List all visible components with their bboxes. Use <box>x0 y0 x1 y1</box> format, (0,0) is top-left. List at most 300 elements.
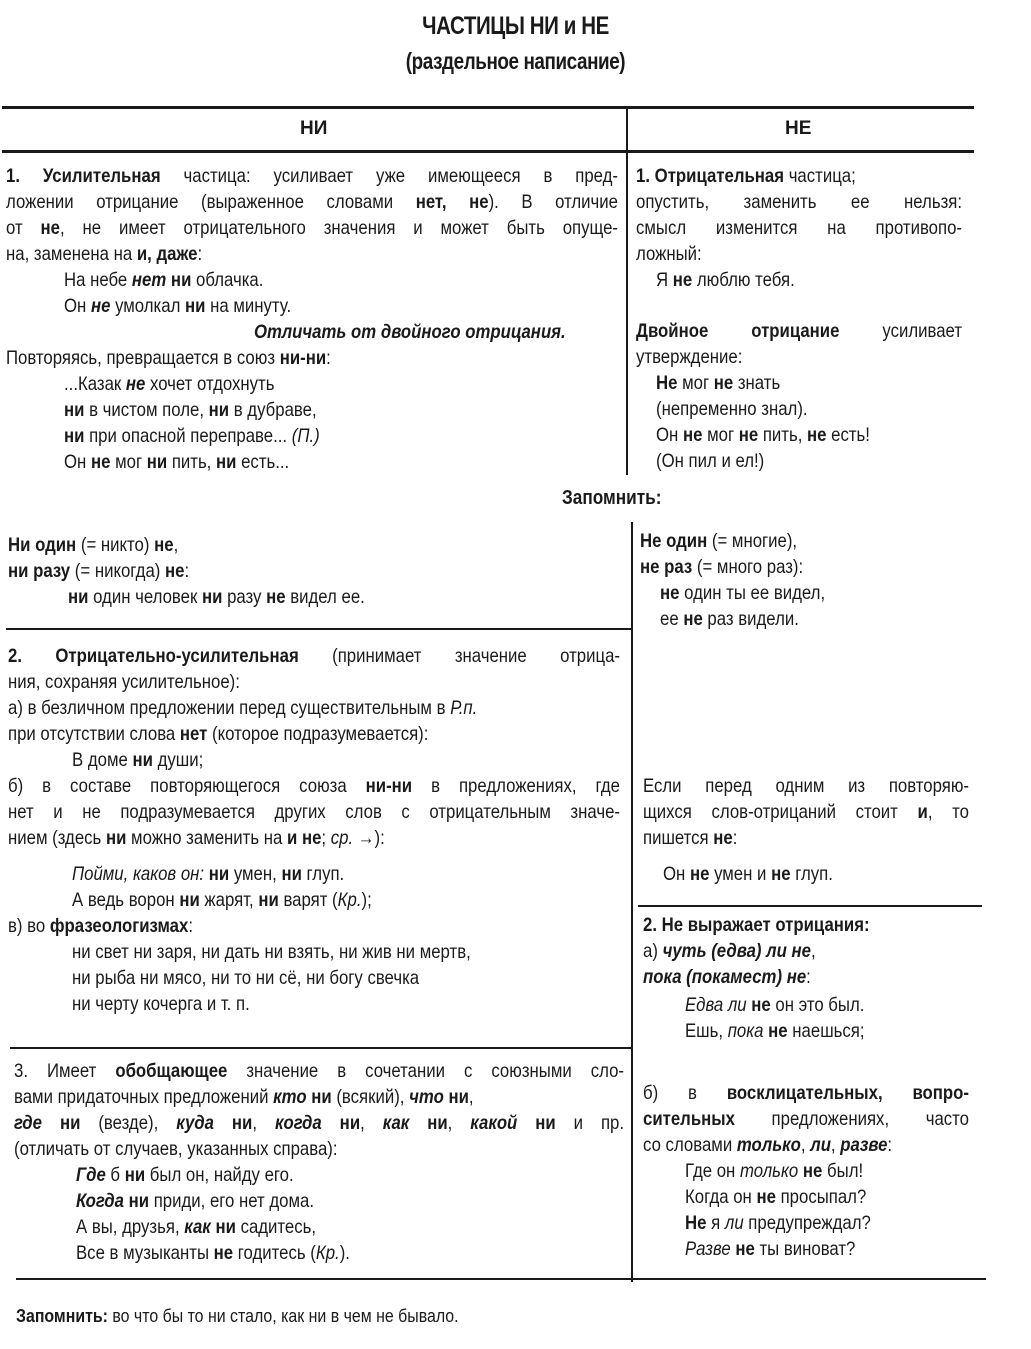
justified-text <box>6 189 618 215</box>
text <box>409 1112 427 1134</box>
text: видел ее. <box>285 586 365 608</box>
text-line <box>636 241 702 267</box>
text: души; <box>152 749 204 771</box>
bold-italic-text: пока (покамест) не <box>643 966 807 988</box>
bold-text: ни <box>128 1190 150 1212</box>
text-line <box>6 241 202 267</box>
text-line <box>685 1210 871 1236</box>
text: (которое подразумевается): <box>207 723 429 745</box>
bold-text: 1. Усилительная <box>6 165 161 187</box>
text-line <box>72 965 419 991</box>
bold-text: ни <box>215 1216 236 1238</box>
bold-italic-text: Отличать от двойного отрицания. <box>254 321 566 343</box>
text-line <box>72 939 471 965</box>
text: был! <box>822 1160 864 1182</box>
text: ложный: <box>636 243 702 265</box>
italic-text: Кр. <box>337 889 362 911</box>
text-line <box>14 1136 338 1162</box>
italic-text: только <box>739 1160 799 1182</box>
text: , <box>810 940 816 962</box>
text-line <box>8 669 240 695</box>
text-line <box>64 371 274 397</box>
text: ; <box>321 827 331 849</box>
text: разу <box>222 586 267 608</box>
bold-text: не <box>660 582 680 604</box>
text-line <box>643 773 969 799</box>
text-line <box>14 1084 474 1110</box>
text: можно заменить на <box>126 827 288 849</box>
bold-text: ни <box>185 295 206 317</box>
text: со словами <box>643 1134 737 1156</box>
left-rule-after-remember <box>6 628 632 630</box>
bold-text: не <box>90 451 111 473</box>
text: глуп. <box>790 863 833 885</box>
bold-text: Не <box>685 1212 707 1234</box>
text: приди, его нет дома. <box>149 1190 315 1212</box>
text: умен, <box>229 863 282 885</box>
text: ). <box>339 1242 350 1264</box>
bold-text: не <box>689 863 710 885</box>
italic-text: пока <box>727 1020 764 1042</box>
text: , <box>360 1112 383 1134</box>
text-line <box>685 992 864 1018</box>
remember-heading: Запомнить: <box>562 487 662 509</box>
bold-italic-text: как <box>184 1216 211 1238</box>
bold-italic-text: только <box>736 1134 801 1156</box>
bold-text: не <box>713 827 733 849</box>
text-line <box>8 825 385 851</box>
bold-text: нет, не <box>415 191 489 213</box>
text: , <box>468 1086 474 1108</box>
table-bottom-rule <box>16 1278 986 1280</box>
bold-text: и, даже <box>136 243 198 265</box>
text: 3. Имеет <box>14 1060 116 1082</box>
text-line <box>6 163 618 189</box>
text: годитесь ( <box>233 1242 316 1264</box>
italic-text: Кр. <box>315 1242 340 1264</box>
justified-text <box>643 799 969 825</box>
bold-italic-text: Когда <box>76 1190 124 1212</box>
text-line <box>64 293 291 319</box>
text: хочет отдохнуть <box>145 373 275 395</box>
bold-text: ни <box>146 451 168 473</box>
justified-text <box>643 1080 969 1106</box>
text-line <box>660 580 825 606</box>
text-line <box>6 215 618 241</box>
text-line <box>636 215 962 241</box>
text-line <box>636 318 962 344</box>
text: Когда он <box>685 1186 757 1208</box>
bold-italic-text: где <box>14 1112 43 1134</box>
bold-italic-text: что <box>409 1086 444 1108</box>
column-header-ne: НЕ <box>785 118 812 139</box>
bold-text: ни <box>448 1086 469 1108</box>
justified-text <box>636 215 962 241</box>
bold-italic-text: ли <box>810 1134 831 1156</box>
text: вами придаточных предложений <box>14 1086 274 1108</box>
text-line <box>76 1162 294 1188</box>
text: предупреждал? <box>743 1212 871 1234</box>
text-line <box>14 1110 624 1136</box>
text-line <box>64 423 320 449</box>
header-bottom-rule <box>2 150 974 153</box>
bold-text: и <box>917 801 928 823</box>
text: : <box>188 915 193 937</box>
text-line <box>643 938 816 964</box>
text-line <box>64 449 289 475</box>
bold-text: не <box>802 1160 823 1182</box>
text-line <box>643 964 811 990</box>
text: , <box>173 534 179 556</box>
text-line <box>685 1236 855 1262</box>
text: утверждение: <box>636 346 743 368</box>
text: (Он пил и ел!) <box>656 450 765 472</box>
bold-italic-text: нет <box>131 269 167 291</box>
bold-text: не <box>165 560 185 582</box>
bold-text: не <box>713 372 734 394</box>
text <box>214 1112 232 1134</box>
bold-text: ни <box>281 863 302 885</box>
bold-text: не <box>771 863 791 885</box>
text: ); <box>361 889 372 911</box>
bold-text: ни <box>311 1086 332 1108</box>
bold-text: ни-ни <box>365 775 413 797</box>
bold-text: ни <box>124 1164 146 1186</box>
text: , <box>800 1134 811 1156</box>
text-line <box>14 1058 624 1084</box>
text: (везде), <box>80 1112 177 1134</box>
text: был он, найду его. <box>145 1164 294 1186</box>
text: Ешь, <box>685 1020 728 1042</box>
text: пишется <box>643 827 714 849</box>
text: , не имеет отрицательного значения и может быть опуще- <box>59 217 619 239</box>
justified-text <box>8 799 620 825</box>
text: мог <box>677 372 714 394</box>
bold-text: ни <box>427 1112 448 1134</box>
text: : <box>887 1134 893 1156</box>
text-line <box>663 861 833 887</box>
text-line <box>660 606 799 632</box>
bold-text: 1. Отрицательная <box>636 165 785 187</box>
bold-text: ни <box>231 1112 253 1134</box>
page-title: ЧАСТИЦЫ НИ и НЕ <box>422 12 609 40</box>
bold-text: не <box>756 1186 776 1208</box>
text <box>322 1112 340 1134</box>
bold-text: сительных <box>643 1108 735 1130</box>
text: просыпал? <box>775 1186 867 1208</box>
text-line <box>8 913 193 939</box>
text: ни черту кочерга и т. п. <box>72 993 250 1015</box>
text: ). В отличие <box>488 191 618 213</box>
bold-text: и не <box>287 827 322 849</box>
bold-text: не <box>682 424 703 446</box>
text: б) в составе повторяющегося союза <box>8 775 366 797</box>
text: наешься; <box>787 1020 865 1042</box>
text-line <box>640 528 797 554</box>
text: В доме <box>72 749 133 771</box>
text: глуп. <box>301 863 345 885</box>
text: (непременно знал). <box>656 398 808 420</box>
text-line <box>72 991 250 1017</box>
text-line <box>636 189 962 215</box>
text: : <box>197 243 203 265</box>
text: частица: усиливает уже имеющееся в пред- <box>160 165 619 187</box>
bold-text: обобщающее <box>115 1060 228 1082</box>
text-line <box>643 1080 969 1106</box>
justified-text <box>643 1106 969 1132</box>
text: ее <box>660 608 684 630</box>
italic-text: (П.) <box>291 425 320 447</box>
text: ложении отрицание (выраженное словами <box>6 191 416 213</box>
bold-text: ни <box>59 1112 81 1134</box>
text-line <box>8 721 428 747</box>
text: ты виноват? <box>754 1238 856 1260</box>
bold-text: не раз <box>640 556 693 578</box>
bold-italic-text: когда <box>274 1112 322 1134</box>
bold-text: фразеологизмах <box>49 915 189 937</box>
bold-italic-text: кто <box>273 1086 307 1108</box>
text: а) в безличном предложении перед существительным в <box>8 697 451 719</box>
text: предложениях, часто <box>734 1108 969 1130</box>
text: (принимает значение отрица- <box>298 645 620 667</box>
bold-text: не <box>40 217 60 239</box>
text: ...Казак <box>64 373 126 395</box>
bold-text: ни <box>64 425 85 447</box>
text-line <box>8 695 477 721</box>
bold-text: не <box>213 1242 234 1264</box>
text: (= никогда) <box>70 560 166 582</box>
text: б <box>105 1164 125 1186</box>
text: ния, сохраняя усилительное): <box>8 671 240 693</box>
text-line <box>640 554 803 580</box>
text: и пр. <box>555 1112 625 1134</box>
text: : <box>806 966 811 988</box>
text: (= много раз): <box>692 556 804 578</box>
text: мог <box>110 451 147 473</box>
bold-text: не <box>751 994 771 1016</box>
text-line <box>656 422 870 448</box>
text: смысл изменится на противопо- <box>636 217 962 239</box>
bold-text: ни <box>132 749 153 771</box>
text: я <box>706 1212 725 1234</box>
bold-italic-text: какой <box>470 1112 518 1134</box>
text-line <box>636 344 742 370</box>
text: садитесь, <box>235 1216 317 1238</box>
text: Все в музыканты <box>76 1242 214 1264</box>
bold-text: не <box>683 608 703 630</box>
bold-text: 2. Отрицательно-усилительная <box>8 645 299 667</box>
text-line <box>685 1184 866 1210</box>
bold-text: ни разу <box>8 560 71 582</box>
bold-text: не <box>672 269 693 291</box>
bold-text: ни <box>68 586 89 608</box>
text: нием (здесь <box>8 827 106 849</box>
text: , <box>252 1112 275 1134</box>
bold-text: ни-ни <box>279 347 327 369</box>
italic-text: Р.п. <box>450 697 478 719</box>
text: , то <box>927 801 969 823</box>
bold-text: Не один <box>640 530 708 552</box>
text-line <box>656 448 764 474</box>
bold-text: не <box>807 424 827 446</box>
text: Где он <box>685 1160 740 1182</box>
text: , <box>447 1112 471 1134</box>
text: : <box>732 827 738 849</box>
bold-italic-text: разве <box>840 1134 888 1156</box>
text: Он <box>64 451 91 473</box>
text: облачка. <box>191 269 264 291</box>
text-line <box>643 799 969 825</box>
text: (всякий), <box>331 1086 410 1108</box>
text: умолкал <box>110 295 186 317</box>
italic-text: Едва ли <box>685 994 747 1016</box>
text-line <box>72 861 344 887</box>
justified-text <box>8 773 620 799</box>
italic-text: ли <box>724 1212 744 1234</box>
column-divider-top <box>626 108 628 475</box>
bold-text: ни <box>208 399 230 421</box>
text-line <box>8 558 189 584</box>
text-line <box>685 1018 865 1044</box>
text-line <box>643 825 737 851</box>
bold-text: не <box>266 586 286 608</box>
text: на минуту. <box>205 295 292 317</box>
text-line <box>6 345 331 371</box>
text: ни рыба ни мясо, ни то ни сё, ни богу свечка <box>72 967 420 989</box>
bold-text: ни <box>216 451 237 473</box>
text-line <box>76 1188 314 1214</box>
text: в дубраве, <box>229 399 317 421</box>
text-line <box>72 887 372 913</box>
text-line <box>6 189 618 215</box>
text: при опасной переправе... <box>84 425 292 447</box>
text: Если перед одним из повторяю- <box>643 775 969 797</box>
bold-text: не <box>738 424 759 446</box>
justified-text <box>6 163 618 189</box>
text: в) во <box>8 915 50 937</box>
italic-text: Разве <box>685 1238 731 1260</box>
bold-italic-text: чуть (едва) ли не <box>662 940 811 962</box>
text: На небе <box>64 269 132 291</box>
text: Он <box>64 295 91 317</box>
justified-text <box>14 1058 624 1084</box>
text: (= многие), <box>707 530 798 552</box>
bold-text: нет <box>179 723 208 745</box>
bold-text: ни <box>339 1112 361 1134</box>
bold-text: ни <box>208 863 230 885</box>
text: щихся слов-отрицаний стоит <box>643 801 918 823</box>
text-line <box>643 912 870 938</box>
text: в чистом поле, <box>84 399 209 421</box>
bold-text: ни <box>64 399 85 421</box>
text: Он <box>663 863 690 885</box>
bold-text: Двойное отрицание <box>636 320 840 342</box>
text: ни свет ни заря, ни дать ни взять, ни жив ни мертв, <box>72 941 471 963</box>
text: есть! <box>826 424 870 446</box>
text: Он <box>656 424 683 446</box>
text: люблю тебя. <box>692 269 795 291</box>
table-top-rule <box>2 106 974 109</box>
bold-text: не <box>735 1238 755 1260</box>
text-line <box>8 532 178 558</box>
text-line <box>8 799 620 825</box>
text-line <box>64 267 263 293</box>
text-line <box>64 397 317 423</box>
text: →): <box>353 827 385 849</box>
text: А вы, друзья, <box>76 1216 185 1238</box>
justified-text <box>636 189 962 215</box>
bold-text: Не <box>656 372 678 394</box>
bold-text: не <box>768 1020 788 1042</box>
text: пить, <box>758 424 808 446</box>
italic-text: Пойми, каков он: <box>72 863 205 885</box>
text: : <box>184 560 190 582</box>
text: (отличать от случаев, указанных справа): <box>14 1138 338 1160</box>
text: один ты ее видел, <box>679 582 826 604</box>
text-line <box>254 319 566 345</box>
bold-italic-text: как <box>382 1112 410 1134</box>
text-line <box>72 747 203 773</box>
text: в предложениях, где <box>412 775 620 797</box>
bold-italic-text: не <box>125 373 146 395</box>
text-line <box>76 1240 350 1266</box>
text-line <box>643 1132 892 1158</box>
text-line <box>685 1158 863 1184</box>
bold-text: ни <box>170 269 192 291</box>
text: значение в сочетании с союзными сло- <box>227 1060 624 1082</box>
text: Повторяясь, превращается в союз <box>6 347 280 369</box>
bold-text: ни <box>105 827 127 849</box>
text: он это был. <box>770 994 865 1016</box>
text: один человек <box>88 586 202 608</box>
text-line <box>8 773 620 799</box>
text-line <box>636 163 856 189</box>
column-divider-mid <box>631 522 633 1282</box>
bold-text: ни <box>258 889 279 911</box>
footer-note <box>16 1303 459 1329</box>
text-line <box>8 643 620 669</box>
text: раз видели. <box>702 608 799 630</box>
bold-text: ни <box>535 1112 556 1134</box>
text-line <box>656 370 780 396</box>
text: мог <box>702 424 739 446</box>
bold-text: восклицательных, вопро- <box>726 1082 969 1104</box>
justified-text <box>8 643 620 669</box>
text: опустить, заменить ее нельзя: <box>636 191 962 213</box>
right-rule-before-section-2 <box>638 905 982 907</box>
text: варят ( <box>278 889 338 911</box>
text: умен и <box>709 863 772 885</box>
text-line <box>76 1214 316 1240</box>
bold-italic-text: куда <box>176 1112 214 1134</box>
bold-italic-text: Где <box>76 1164 106 1186</box>
text: Я <box>656 269 673 291</box>
justified-text <box>636 318 962 344</box>
text <box>517 1112 535 1134</box>
text: при отсутствии слова <box>8 723 180 745</box>
text-line <box>656 267 795 293</box>
text: частица; <box>784 165 856 187</box>
text <box>42 1112 60 1134</box>
text: А ведь ворон <box>72 889 180 911</box>
bold-text: 2. Не выражает отрицания: <box>643 914 870 936</box>
justified-text <box>643 773 969 799</box>
bold-text: не <box>154 534 174 556</box>
bold-text: Ни один <box>8 534 77 556</box>
text: от <box>6 217 41 239</box>
text-line <box>68 584 365 610</box>
footer-label: Запомнить: <box>16 1305 108 1326</box>
